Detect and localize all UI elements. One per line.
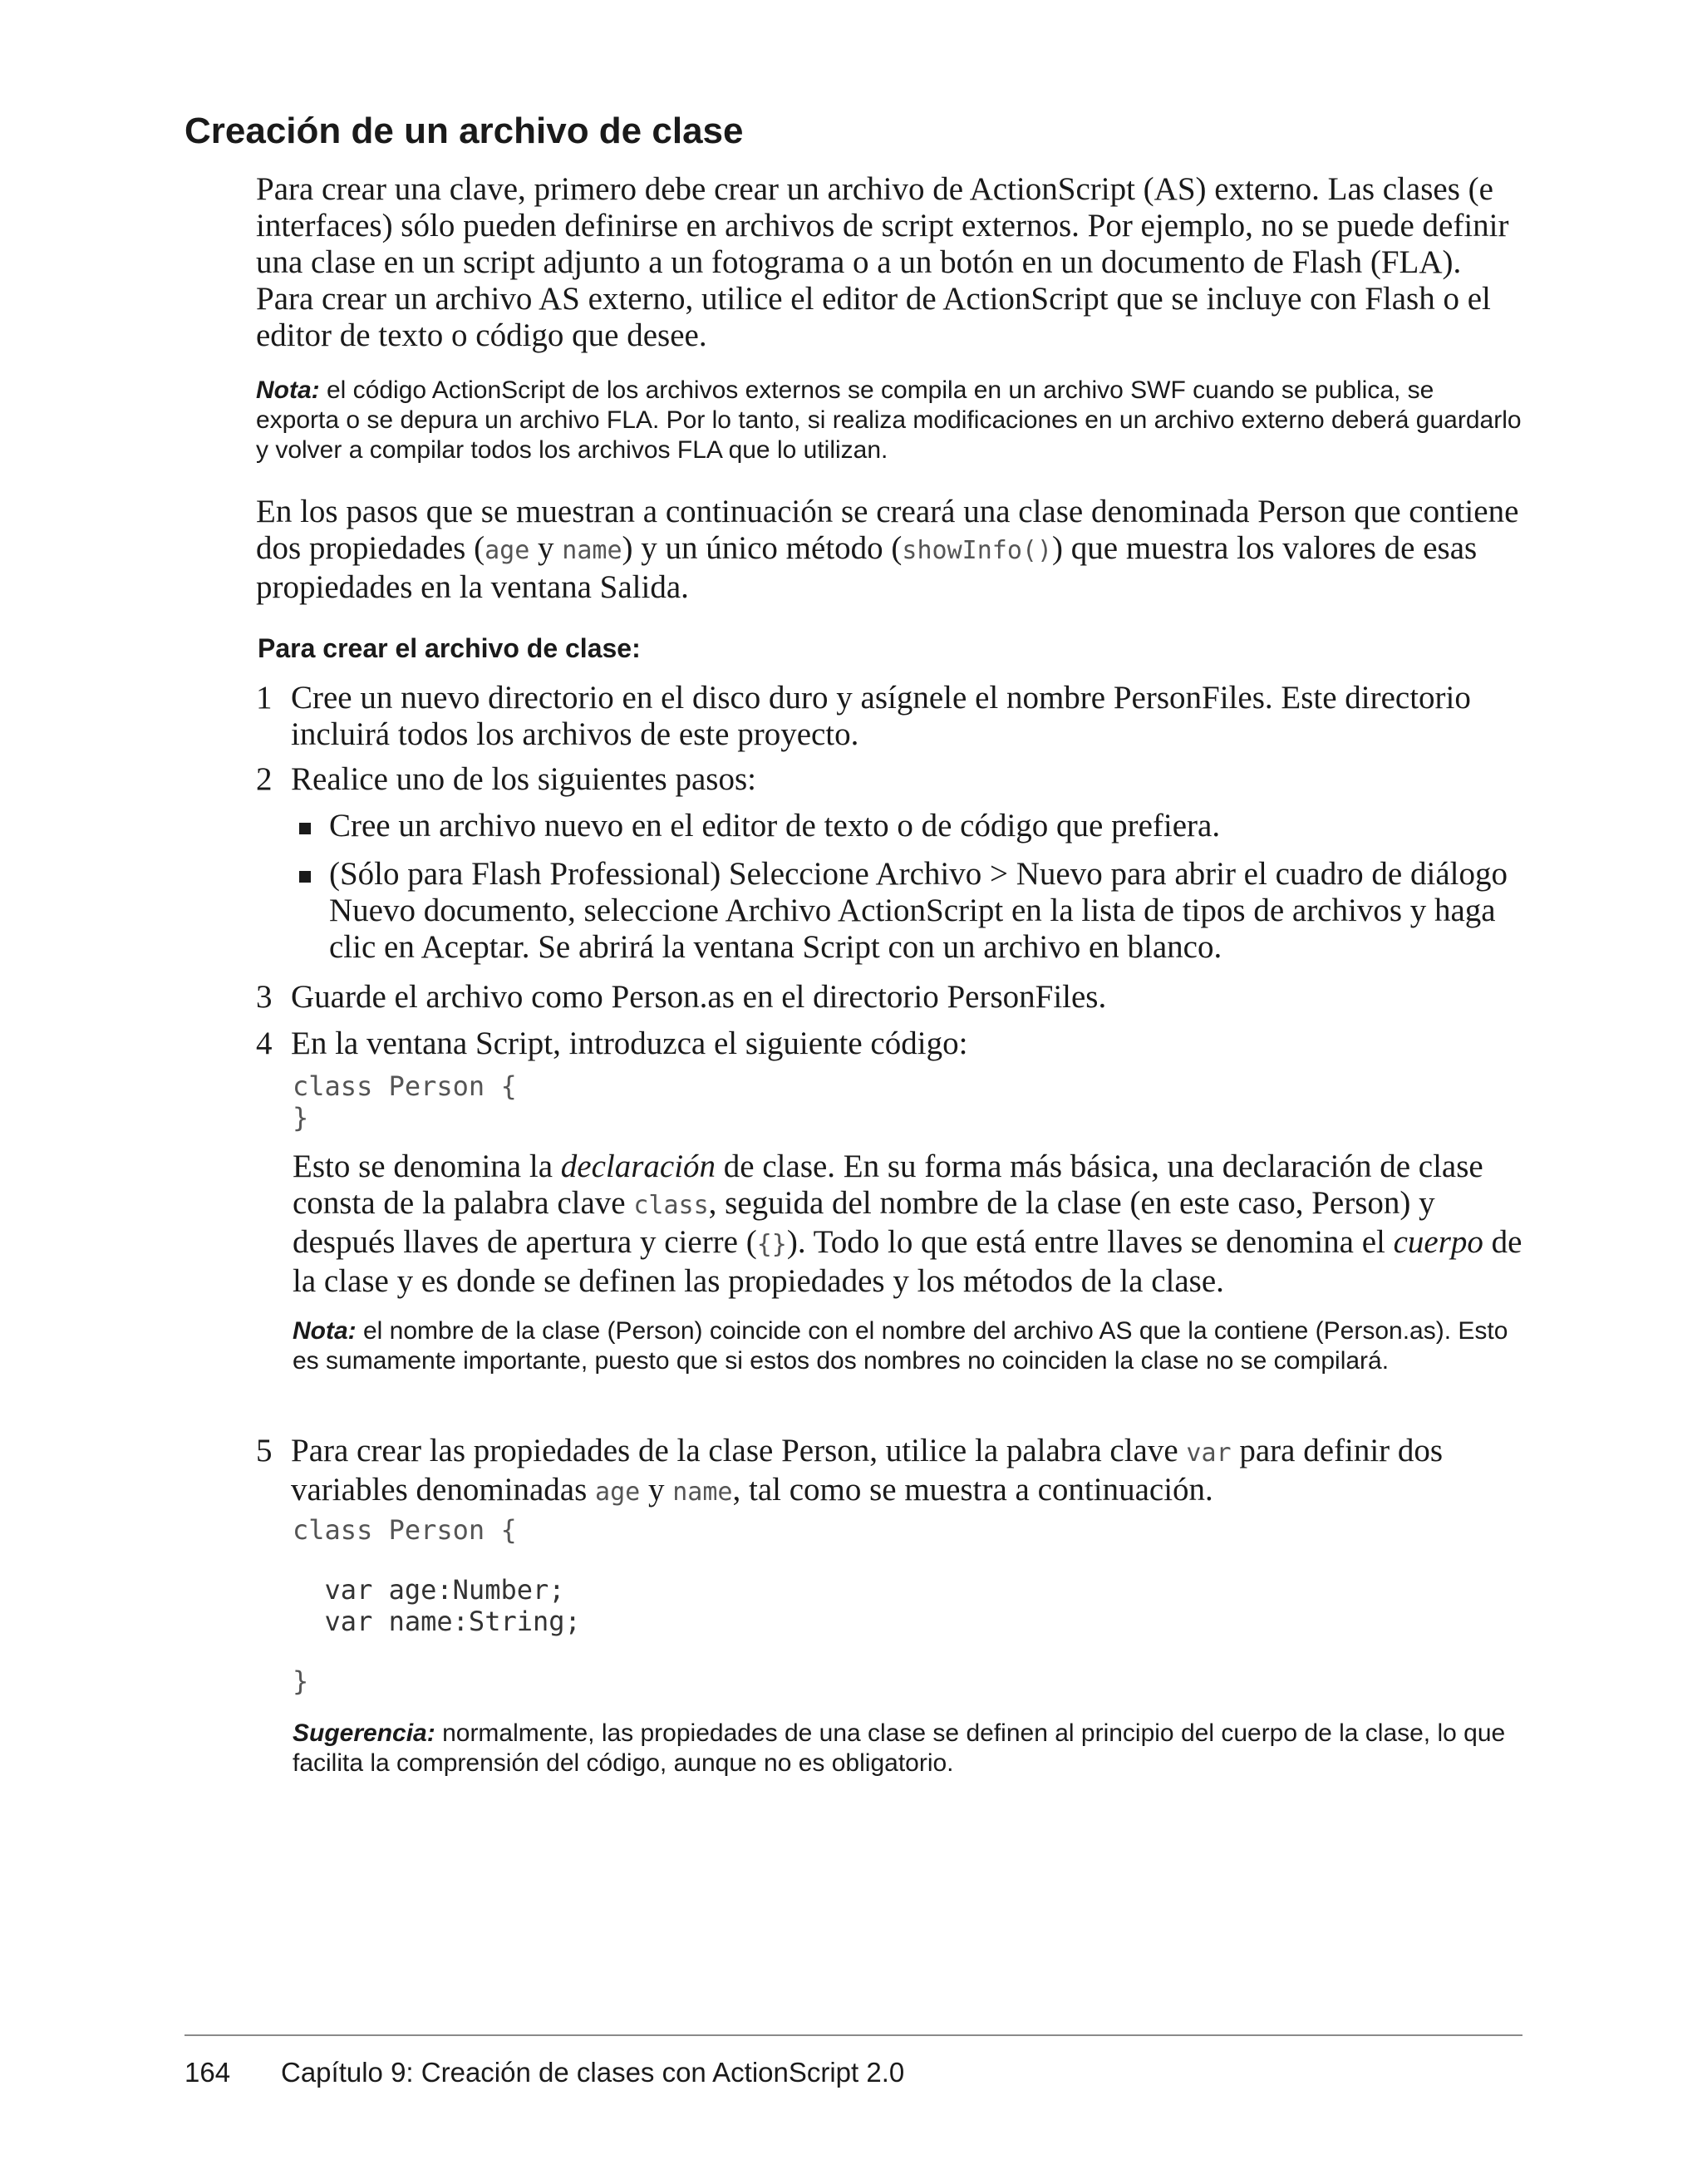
bullet-item (293, 808, 1522, 844)
code-line-class-open: class Person { (293, 1514, 517, 1546)
step-4 (256, 1026, 1523, 1062)
step-5 (256, 1433, 1523, 1506)
para-text: ). Todo lo que está entre llaves se denomina el (786, 1224, 1394, 1260)
step-number: 4 (256, 1026, 273, 1061)
bullet-square-icon (299, 823, 311, 834)
para-text: Para crear las propiedades de la clase Person, utilice la palabra clave (291, 1433, 1187, 1468)
para-text: ) y un único método ( (622, 530, 903, 566)
step-text: Guarde el archivo como Person.as en el directorio PersonFiles. (291, 979, 1107, 1015)
note-label: Nota: (256, 376, 320, 404)
step-text: En la ventana Script, introduzca el siguiente código: (291, 1026, 968, 1061)
bullet-item (293, 856, 1522, 966)
para-text: En los pasos que se muestran a continuación se creará una clase denominada Person que contiene dos propiedades ( (256, 494, 1519, 566)
para-text: para definir dos variables denominadas (291, 1433, 1444, 1508)
step-4-explanation (293, 1149, 1522, 1300)
code-block-variables: var age:Number; var name:String; (324, 1574, 581, 1637)
para-text: , tal como se muestra a continuación. (732, 1472, 1213, 1508)
para-text: y (640, 1472, 673, 1508)
bullet-square-icon (299, 871, 311, 883)
inline-code-braces: {} (756, 1230, 787, 1259)
paragraph-person-intro (256, 494, 1523, 606)
inline-code-showinfo: showInfo() (902, 536, 1053, 565)
step-text (291, 1433, 1513, 1511)
note-text: el nombre de la clase (Person) coincide con el nombre del archivo AS que la contiene (Person.as). Esto es sumamente importante, puesto que si estos dos nombres no coinciden la clase no se compilará. (293, 1317, 1508, 1375)
inline-code-var: var (1186, 1439, 1232, 1468)
inline-code-name: name (562, 536, 622, 565)
tip-note (293, 1719, 1522, 1778)
step-number: 5 (256, 1433, 273, 1468)
para-text: , seguida del nombre de la clase (en este caso, Person) y después llaves de apertura y cierre ( (293, 1185, 1435, 1260)
step-2 (256, 761, 1523, 798)
page-number: 164 (184, 2057, 231, 2088)
step-number: 3 (256, 979, 273, 1015)
procedure-heading: Para crear el archivo de clase: (258, 633, 641, 663)
step-text: Cree un nuevo directorio en el disco duro y asígnele el nombre PersonFiles. Este directorio incluirá todos los archivos de este proyecto. (291, 680, 1471, 752)
chapter-title: Capítulo 9: Creación de clases con ActionScript 2.0 (281, 2057, 905, 2088)
step-text: Realice uno de los siguientes pasos: (291, 761, 756, 797)
inline-code-class: class (633, 1191, 709, 1220)
step-1 (256, 680, 1523, 753)
intro-paragraph: Para crear una clave, primero debe crear un archivo de ActionScript (AS) externo. Las clases (e interfaces) sólo pueden definirse en archivos de script externos. Por ejemplo, no se puede definir una clase en un script adjunto a un fotograma o a un botón en un documento de Flash (FLA). Para crear un archivo AS externo, utilice el editor de ActionScript que se incluye con Flash o el editor de texto o código que desee. (256, 171, 1509, 353)
code-block-class-declaration: class Person { } (293, 1070, 517, 1134)
step-number: 1 (256, 680, 273, 716)
para-text: de clase. En su forma más básica, una declaración de clase consta de la palabra clave (293, 1149, 1483, 1221)
note-label: Nota: (293, 1317, 357, 1345)
note-text: el código ActionScript de los archivos externos se compila en un archivo SWF cuando se publica, se exporta o se depura un archivo FLA. Por lo tanto, si realiza modificaciones en un archivo externo deberá guardarlo y volver a compilar todos los archivos FLA que lo utilizan. (256, 376, 1522, 464)
bullet-text: (Sólo para Flash Professional) Seleccione Archivo > Nuevo para abrir el cuadro de diálogo Nuevo documento, seleccione Archivo ActionScript en la lista de tipos de archivos y haga clic en Aceptar. Se abrirá la ventana Script con un archivo en blanco. (329, 856, 1508, 965)
para-text: Esto se denomina la (293, 1149, 561, 1184)
inline-code-name: name (672, 1478, 733, 1507)
para-text: de la clase y es donde se definen las propiedades y los métodos de la clase. (293, 1224, 1522, 1299)
inline-code-age: age (485, 536, 530, 565)
step-number: 2 (256, 761, 273, 797)
note-2 (293, 1316, 1522, 1376)
step-3 (256, 979, 1523, 1016)
para-text: ) que muestra los valores de esas propiedades en la ventana Salida. (256, 530, 1478, 605)
tip-label: Sugerencia: (293, 1719, 435, 1747)
footer-divider (184, 2034, 1522, 2036)
code-line-class-close: } (293, 1665, 309, 1697)
note-1 (256, 376, 1523, 465)
bullet-text: Cree un archivo nuevo en el editor de texto o de código que prefiera. (329, 808, 1221, 844)
inline-code-age: age (595, 1478, 641, 1507)
para-text: y (529, 530, 563, 566)
tip-text: normalmente, las propiedades de una clase se definen al principio del cuerpo de la clase, lo que facilita la comprensión del código, aunque no es obligatorio. (293, 1719, 1506, 1777)
section-title: Creación de un archivo de clase (184, 111, 744, 151)
emphasis-text: cuerpo (1393, 1224, 1483, 1260)
emphasis-text: declaración (560, 1149, 716, 1184)
